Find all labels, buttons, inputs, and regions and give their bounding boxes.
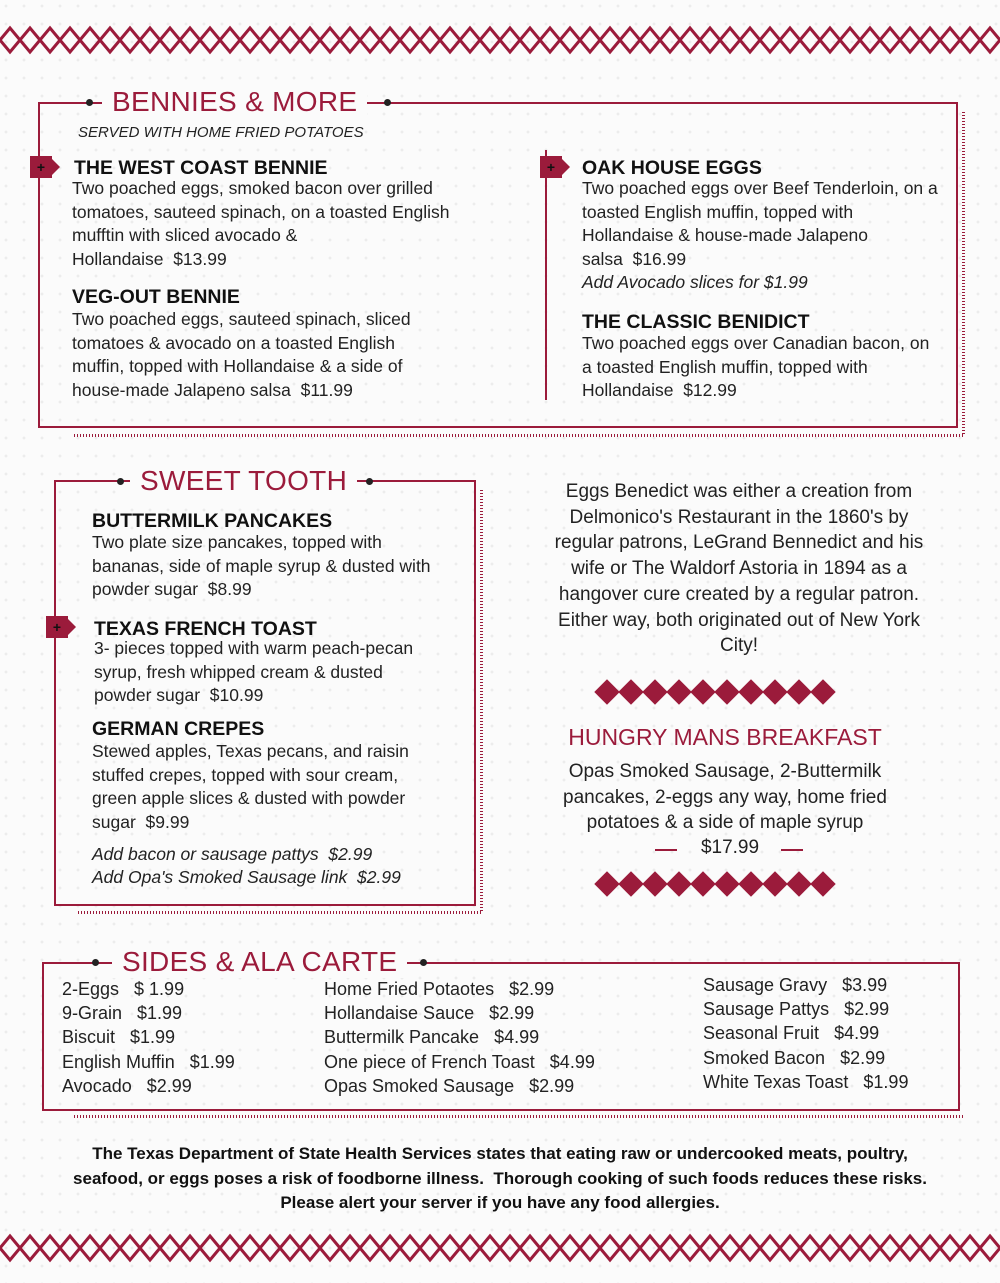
- diamond-divider-top: [596, 683, 834, 701]
- list-item: Biscuit $1.99: [62, 1027, 176, 1048]
- diamond-icon: [810, 679, 835, 704]
- diamond-icon: [690, 679, 715, 704]
- diamond-icon: [618, 871, 643, 896]
- list-item: 9-Grain $1.99: [62, 1003, 183, 1024]
- diamond-icon: [690, 871, 715, 896]
- diamond-icon: [738, 679, 763, 704]
- top-zigzag-border: [0, 20, 1000, 60]
- list-item: Hollandaise Sauce $2.99: [324, 1003, 535, 1024]
- history-text: Eggs Benedict was either a creation from Delmonico's Restaurant in the 1860's by regular patrons, LeGrand Bennedict and his wife or The Waldorf Astoria in 1894 as a hangover cure created by a regular patron. Either way, both originated out of New York City!: [554, 481, 924, 657]
- item-addon: Add Avocado slices for $1.99: [582, 272, 808, 292]
- item-price: $13.99: [173, 248, 227, 269]
- sweet-addon-2: Add Opa's Smoked Sausage link $2.99: [92, 867, 401, 887]
- list-item: One piece of French Toast $4.99: [324, 1051, 595, 1072]
- bennies-title-dot-right: [384, 99, 391, 106]
- item-desc-oak-house: Two poached eggs over Beef Tenderloin, on a toasted English muffin, topped with Hollandaise & house-made Jalapeno salsa $16.99 Add Avocado slices for $1.99: [582, 178, 938, 292]
- bennies-shadow-right: [962, 112, 965, 434]
- sides-shadow-bottom: [74, 1115, 964, 1118]
- hungry-price: $17.99: [700, 837, 760, 858]
- bennies-divider: [545, 150, 547, 400]
- item-title-crepes: GERMAN CREPES: [92, 718, 265, 740]
- item-desc-veg-out: Two poached eggs, sauteed spinach, sliced tomatoes & avocado on a toasted English muffin, topped with Hollandaise & a side of house-made Jalapeno salsa $11.99: [72, 309, 411, 400]
- list-item: 2-Eggs $ 1.99: [62, 979, 185, 999]
- item-title-west-coast: THE WEST COAST BENNIE: [74, 157, 328, 179]
- bennies-subtitle: SERVED WITH HOME FRIED POTATOES: [78, 124, 364, 141]
- diamond-icon: [714, 679, 739, 704]
- list-item: Sausage Pattys $2.99: [703, 999, 890, 1020]
- item-title-pancakes: BUTTERMILK PANCAKES: [92, 510, 333, 532]
- list-item: Smoked Bacon $2.99: [703, 1047, 886, 1068]
- bottom-zigzag-border: [0, 1228, 1000, 1268]
- bennies-title: BENNIES & MORE: [102, 86, 367, 118]
- list-item: Avocado $2.99: [62, 1075, 192, 1096]
- item-price: $16.99: [632, 248, 687, 269]
- disclaimer-line-3: Please alert your server if you have any food allergies.: [280, 1193, 720, 1212]
- diamond-icon: [762, 871, 787, 896]
- item-title-oak-house: OAK HOUSE EGGS: [582, 157, 762, 179]
- sweet-addon-1: Add bacon or sausage pattys $2.99: [92, 844, 373, 864]
- sides-col-2: [324, 977, 595, 1098]
- hungry-title: HUNGRY MANS BREAKFAST: [568, 724, 882, 750]
- sweet-title: SWEET TOOTH: [130, 465, 357, 497]
- hungry-price-dash-left: [655, 849, 677, 851]
- sweet-title-dot-left: [117, 478, 124, 485]
- diamond-icon: [738, 871, 763, 896]
- item-price: $10.99: [209, 685, 264, 705]
- sides-col-3: [703, 973, 908, 1094]
- plus-tag-icon: +: [30, 156, 52, 178]
- diamond-icon: [666, 871, 691, 896]
- list-item: Opas Smoked Sausage $2.99: [324, 1075, 575, 1096]
- diamond-divider-bottom: [596, 875, 834, 893]
- item-desc-pancakes: Two plate size pancakes, topped with bananas, side of maple syrup & dusted with powder sugar $8.99: [92, 532, 431, 599]
- diamond-icon: [762, 679, 787, 704]
- list-item: Sausage Gravy $3.99: [703, 975, 888, 995]
- item-title-veg-out: VEG-OUT BENNIE: [72, 286, 240, 308]
- diamond-icon: [594, 871, 619, 896]
- hungry-price-dash-right: [781, 849, 803, 851]
- diamond-icon: [786, 871, 811, 896]
- item-title-classic: THE CLASSIC BENIDICT: [582, 311, 810, 333]
- list-item: Seasonal Fruit $4.99: [703, 1023, 880, 1044]
- bennies-title-dot-left: [86, 99, 93, 106]
- item-desc-west-coast: Two poached eggs, smoked bacon over grilled tomatoes, sauteed spinach, on a toasted English mufftin with sliced avocado & Hollandaise $13.99: [72, 178, 450, 269]
- disclaimer-line-1: The Texas Department of State Health Services states that eating raw or undercooked meats, poultry,: [92, 1144, 908, 1163]
- item-price: $11.99: [300, 379, 353, 400]
- sweet-title-dot-right: [366, 478, 373, 485]
- item-title-french-toast: TEXAS FRENCH TOAST: [94, 618, 317, 640]
- disclaimer-line-2: seafood, or eggs poses a risk of foodborne illness. Thorough cooking of such foods reduces these risks.: [73, 1168, 927, 1188]
- sides-title-dot-left: [92, 959, 99, 966]
- list-item: White Texas Toast $1.99: [703, 1071, 909, 1092]
- diamond-icon: [642, 679, 667, 704]
- sides-title: SIDES & ALA CARTE: [112, 946, 407, 978]
- item-price: $12.99: [683, 380, 737, 400]
- plus-tag-icon: +: [540, 156, 562, 178]
- hungry-desc: Opas Smoked Sausage, 2-Buttermilk pancakes, 2-eggs any way, home fried potatoes & a side of maple syrup: [563, 761, 887, 834]
- diamond-icon: [666, 679, 691, 704]
- item-desc-classic: Two poached eggs over Canadian bacon, on a toasted English muffin, topped with Hollandaise $12.99: [582, 333, 930, 400]
- list-item: English Muffin $1.99: [62, 1051, 235, 1072]
- bennies-shadow-bottom: [74, 434, 964, 437]
- item-desc-french-toast: 3- pieces topped with warm peach-pecan syrup, fresh whipped cream & dusted powder sugar $10.99: [94, 638, 414, 705]
- diamond-icon: [594, 679, 619, 704]
- diamond-icon: [618, 679, 643, 704]
- list-item: Buttermilk Pancake $4.99: [324, 1027, 540, 1048]
- sweet-shadow-bottom: [78, 911, 482, 914]
- item-price: $8.99: [207, 579, 252, 599]
- sides-col-1: [62, 977, 235, 1098]
- diamond-icon: [810, 871, 835, 896]
- sweet-shadow-right: [480, 490, 483, 912]
- diamond-icon: [786, 679, 811, 704]
- disclaimer: [0, 1142, 1000, 1216]
- item-price: $9.99: [145, 811, 190, 832]
- sides-title-dot-right: [420, 959, 427, 966]
- item-desc-crepes: Stewed apples, Texas pecans, and raisin stuffed crepes, topped with sour cream, green apple slices & dusted with powder sugar $9.99: [92, 741, 409, 832]
- plus-tag-icon: +: [46, 616, 68, 638]
- list-item: Home Fried Potaotes $2.99: [324, 979, 555, 999]
- diamond-icon: [642, 871, 667, 896]
- diamond-icon: [714, 871, 739, 896]
